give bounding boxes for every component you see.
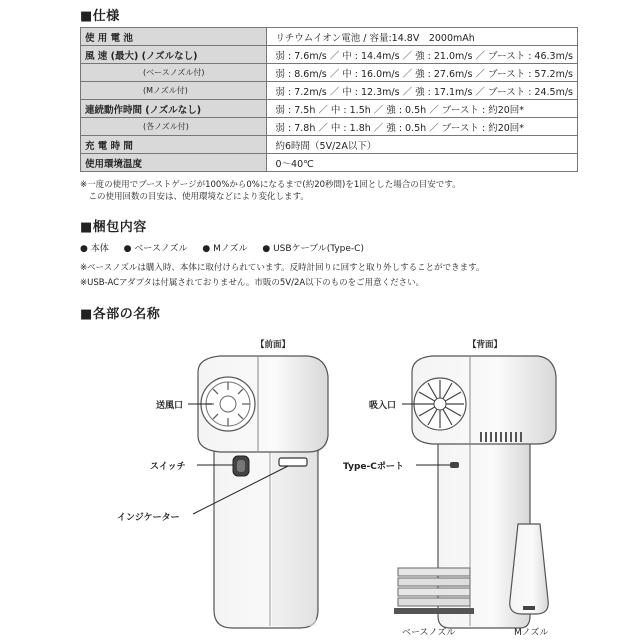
spec-value: 約6時間（5V/2A以下） [267,136,578,154]
spec-note-1: ※一度の使用でブーストゲージが100%から0%になるまで(約20秒間)を1回とした場合の目安です。 [80,180,461,190]
spec-section-title: ■仕様 [80,9,120,24]
spec-value: 弱 : 7.5h ／ 中 : 1.5h ／ 強 : 0.5h ／ ブースト : 約20回* [267,100,578,118]
front-dryer-image [198,356,328,628]
spec-value: 0～40℃ [267,154,578,172]
spec-value: 弱 : 7.8h ／ 中 : 1.8h ／ 強 : 0.5h ／ ブースト : 約20回* [267,118,578,136]
package-item: ● Mノズル [202,244,248,254]
spec-value: 弱 : 8.6m/s ／ 中 : 16.0m/s ／ 強 : 27.6m/s ／ ブースト : 57.2m/s [267,64,578,82]
front-view-label: 【前面】 [256,340,291,350]
outlet-label: 送風口 [156,401,184,411]
spec-label: (各ノズル付) [81,118,267,136]
parts-section-title: ■各部の名称 [80,307,161,322]
spec-label: (Mノズル付) [81,82,267,100]
spec-label: 連続動作時間 (ノズルなし) [81,100,267,118]
intake-label: 吸入口 [369,401,397,411]
package-note-2: ※USB-ACアダプタは付属されておりません。市販の5V/2A以下のものをご用意ください。 [80,278,425,288]
spec-label: 使 用 電 池 [81,28,267,46]
package-item: ● ベースノズル [123,244,188,254]
package-item: ● USBケーブル(Type-C) [262,244,364,254]
spec-value: 弱 : 7.6m/s ／ 中 : 14.4m/s ／ 強 : 21.0m/s ／ ブースト : 46.3m/s [267,46,578,64]
package-note-1: ※ベースノズルは購入時、本体に取付けられています。反時計回りに回すと取り外しすることができます。 [80,263,485,273]
package-section-title: ■梱包内容 [80,220,147,235]
indicator-label: インジケーター [117,513,180,523]
package-item: ● 本体 [80,244,109,254]
spec-label: 風 速 (最大) (ノズルなし) [81,46,267,64]
spec-value: 弱 : 7.2m/s ／ 中 : 12.3m/s ／ 強 : 17.1m/s ／ ブースト : 24.5m/s [267,82,578,100]
base-nozzle-label: ベースノズル [402,628,456,638]
spec-label: (ベースノズル付) [81,64,267,82]
spec-label: 充 電 時 間 [81,136,267,154]
spec-label: 使用環境温度 [81,154,267,172]
switch-label: スイッチ [150,462,186,472]
back-view-label: 【背面】 [468,340,503,350]
spec-value: リチウムイオン電池 / 容量:14.8V 2000mAh [267,28,578,46]
typec-port-label: Type-Cポート [343,462,404,472]
m-nozzle-label: Mノズル [514,628,549,638]
spec-note-2: この使用回数の目安は、使用環境などにより変化します。 [80,192,309,202]
